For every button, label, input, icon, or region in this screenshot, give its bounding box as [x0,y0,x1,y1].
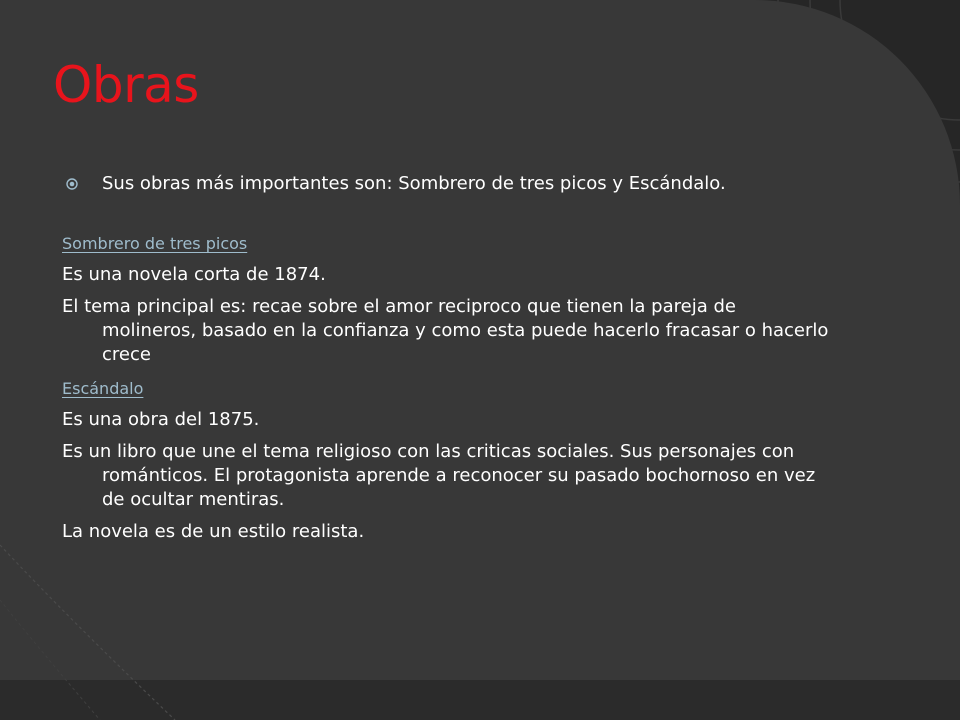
bullet-item [62,172,832,196]
section-paragraph: Es una obra del 1875. [62,409,260,430]
circled-dot-bullet-icon [66,178,78,190]
slide-content [62,172,832,552]
sombrero-de-tres-picos-link[interactable]: Sombrero de tres picos [62,234,248,253]
section-paragraph: El tema principal es: recae sobre el amor reciproco que tienen la pareja de molineros, basado en la confianza y como esta puede hacerlo fracasar o hacerlo crece [62,296,829,365]
section-paragraph: Es un libro que une el tema religioso con las criticas sociales. Sus personajes con románticos. El protagonista aprende a reconocer su pasado bochornoso en vez de ocultar mentiras. [62,441,816,510]
page-title: Obras [53,56,199,114]
section-paragraph: Es una novela corta de 1874. [62,264,326,285]
section-escandalo [62,379,832,544]
section-paragraph: La novela es de un estilo realista. [62,521,365,542]
escandalo-link[interactable]: Escándalo [62,379,144,398]
section-sombrero [62,234,832,367]
bullet-text: Sus obras más importantes son: Sombrero de tres picos y Escándalo. [102,173,726,194]
